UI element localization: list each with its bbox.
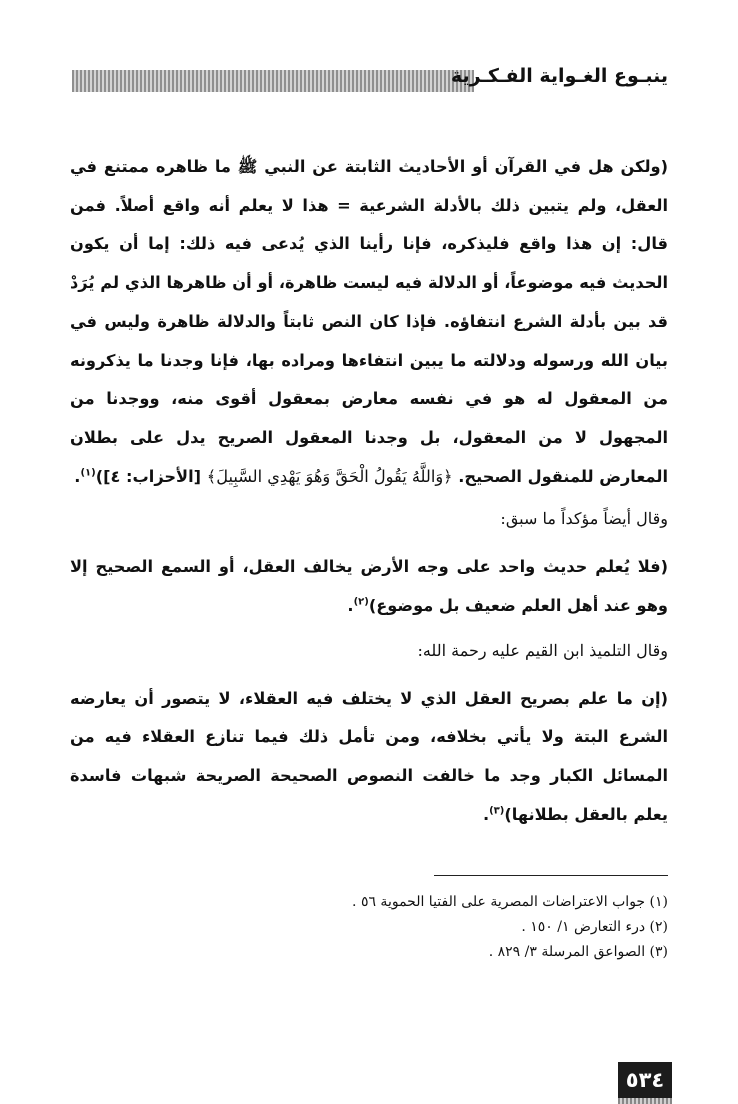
quran-verse: ﴿وَاللَّهُ يَقُولُ الْحَقَّ وَهُوَ يَهْدِي السَّبِيلَ﴾ <box>206 466 453 486</box>
footnote-marker-1: (١) <box>80 467 96 479</box>
footnotes <box>70 890 668 965</box>
page-number: ٥٣٤ <box>618 1062 672 1098</box>
footnote-2: (٢) درء التعارض ١/ ١٥٠ . <box>521 919 668 935</box>
footnote-marker-3: (٣) <box>489 805 505 817</box>
quran-reference: [الأحزاب: ٤]) <box>95 466 202 486</box>
main-text <box>70 148 668 835</box>
header-title: ينبـوع الغـواية الفـكـرية <box>450 65 668 87</box>
quote-1-text: (ولكن هل في القرآن أو الأحاديث الثابتة عن النبي ﷺ ما ظاهره ممتنع في العقل، ولم يتبين ذلك بالأدلة الشرعية = هذا لا يعلم أنه واقع أصلاً. فمن قال: إن هذا واقع فليذكره، فإنا رأينا الذي يُدعى فيه ذلك: إما أن يكون الحديث فيه موضوعاً، أو الدلالة فيه ليست ظاهرة، أو أن ظاهرها الذي لم يُرَدْ قد بين بأدلة الشرع انتفاؤه. فإذا كان النص ثابتاً والدلالة ظاهرة وليس في بيان الله ورسوله ودلالته ما يبين انتفاءها ومراده بها، فإنا وجدنا ما يذكرونه من المعقول له هو في نفسه معارض بمعقول أقوى منه، ووجدنا من المجهول لا من المعقول، بل وجدنا المعقول الصريح يدل على بطلان المعارض للمنقول الصحيح. <box>70 157 668 486</box>
page-number-block <box>612 1062 672 1104</box>
quote-3-text: (إن ما علم بصريح العقل الذي لا يختلف فيه العقلاء، لا يتصور أن يعارضه الشرع البتة ولا يأتي بخلافه، ومن تأمل ذلك فيما تنازع العقلاء فيه من المسائل الكبار وجد ما خالفت النصوص الصحيحة الصريحة شبهات فاسدة يعلم بالعقل بطلانها) <box>70 688 668 824</box>
quote-2-text: (فلا يُعلم حديث واحد على وجه الأرض يخالف العقل، أو السمع الصحيح إلا وهو عند أهل العلم ضعيف بل موضوع) <box>70 557 668 616</box>
quote-2-end: . <box>347 596 354 616</box>
running-header <box>72 62 668 92</box>
footnote-marker-2: (٢) <box>353 596 369 608</box>
intro-line-3: وقال التلميذ ابن القيم عليه رحمة الله: <box>417 640 668 660</box>
footnote-3: (٣) الصواعق المرسلة ٣/ ٨٢٩ . <box>488 944 668 960</box>
quote-paragraph-3 <box>70 680 668 835</box>
footnote-1: (١) جواب الاعتراضات المصرية على الفتيا الحموية ٥٦ . <box>352 894 668 910</box>
quote-paragraph-1 <box>70 148 668 496</box>
quote-3-end: . <box>482 804 490 824</box>
footnote-separator <box>434 875 668 876</box>
quote-paragraph-2 <box>70 548 668 625</box>
quote-1-end: . <box>74 466 81 486</box>
page-number-pattern <box>618 1098 672 1104</box>
header-pattern-bar <box>72 70 474 92</box>
intro-line-2: وقال أيضاً مؤكداً ما سبق: <box>500 509 668 529</box>
